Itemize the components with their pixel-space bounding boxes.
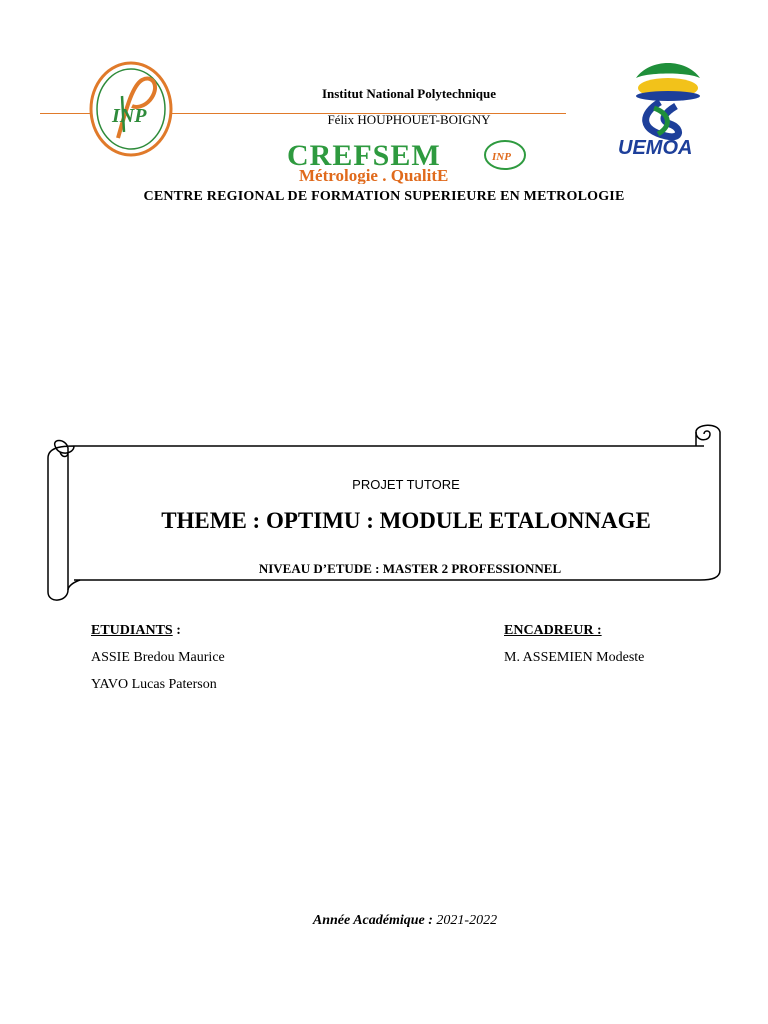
institute-name: Institut National Polytechnique <box>321 86 497 101</box>
project-theme: THEME : OPTIMU : MODULE ETALONNAGE <box>161 508 651 533</box>
inp-logo <box>88 60 174 158</box>
academic-year-value: 2021-2022 <box>432 913 498 928</box>
crefsem-badge-text: INP <box>492 151 511 163</box>
institute-subtitle: Félix HOUPHOUET-BOIGNY <box>327 112 491 127</box>
inp-logo-text: INP <box>112 105 147 127</box>
uemoa-logo-text: UEMOA <box>618 137 693 159</box>
study-level: NIVEAU D’ETUDE : MASTER 2 PROFESSIONNEL <box>258 561 562 576</box>
crefsem-logo-tagline: Métrologie . QualitE <box>299 166 449 184</box>
crefsem-logo <box>285 138 530 184</box>
crefsem-logo-text: CREFSEM <box>287 139 441 172</box>
supervisor-label-text: ENCADREUR : <box>504 623 602 638</box>
supervisor-label <box>504 623 602 639</box>
student-name: ASSIE Bredou Maurice <box>91 650 225 665</box>
students-label <box>91 623 181 639</box>
centre-title: CENTRE REGIONAL DE FORMATION SUPERIEURE EN METROLOGIE <box>143 189 625 204</box>
students-label-text: ETUDIANTS <box>91 623 173 638</box>
project-type: PROJET TUTORE <box>352 477 460 492</box>
supervisor-name: M. ASSEMIEN Modeste <box>504 650 645 665</box>
students-label-suffix: : <box>172 623 181 638</box>
uemoa-logo <box>610 54 726 160</box>
academic-year-label: Année Académique : <box>312 913 433 928</box>
student-name: YAVO Lucas Paterson <box>91 677 217 692</box>
academic-year <box>0 913 768 929</box>
